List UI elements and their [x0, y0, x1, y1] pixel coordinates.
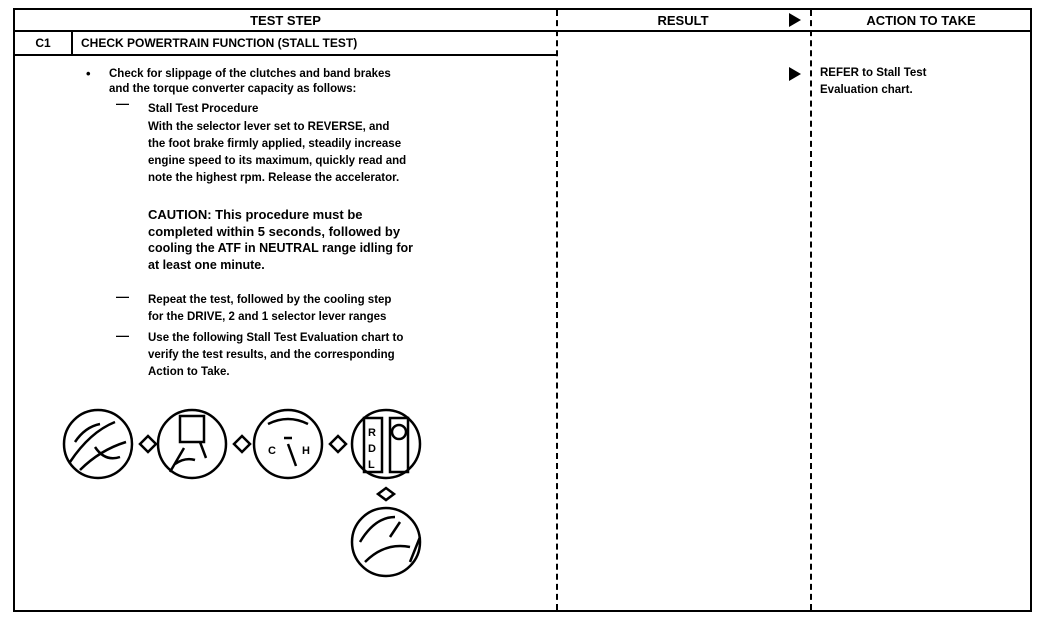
- step-id: C1: [15, 32, 73, 54]
- caution-line4: at least one minute.: [148, 258, 265, 272]
- procedure-line1: With the selector lever set to REVERSE, and: [148, 121, 390, 133]
- dash-icon: —: [116, 289, 129, 304]
- caution-line3: cooling the ATF in NEUTRAL range idling for: [148, 241, 414, 255]
- step-arrow-icon: [378, 488, 394, 500]
- brake-pedal-icon: [158, 410, 226, 478]
- header-test-step: TEST STEP: [15, 10, 556, 32]
- gauge-left-label: C: [268, 445, 276, 457]
- action-line2: Evaluation chart.: [820, 84, 913, 96]
- selector-d-label: D: [368, 443, 376, 455]
- column-divider-action: [810, 10, 812, 610]
- dash2-line1: Repeat the test, followed by the cooling step: [148, 294, 392, 306]
- procedure-line3: engine speed to its maximum, quickly read and: [148, 155, 407, 167]
- step-title: CHECK POWERTRAIN FUNCTION (STALL TEST): [81, 36, 358, 50]
- action-line1: REFER to Stall Test: [820, 67, 927, 79]
- action-arrow-icon: [789, 67, 801, 81]
- gauge-right-label: H: [302, 445, 310, 457]
- bullet-icon: •: [86, 66, 91, 81]
- step-arrow-icon: [140, 436, 156, 452]
- bullet1-line2: and the torque converter capacity as follows:: [109, 83, 357, 95]
- gauge-icon: [254, 410, 322, 478]
- procedure-line2: the foot brake firmly applied, steadily increase: [148, 138, 402, 150]
- selector-icon: [352, 410, 420, 478]
- column-divider-result: [556, 10, 558, 610]
- caution-line1: CAUTION: This procedure must be: [148, 207, 363, 222]
- dash2-line2: for the DRIVE, 2 and 1 selector lever ranges: [148, 311, 387, 323]
- step-row: [15, 32, 556, 56]
- step-arrow-icon: [234, 436, 250, 452]
- selector-r-label: R: [368, 427, 376, 439]
- procedure-line4: note the highest rpm. Release the accelerator.: [148, 172, 400, 184]
- dash3-line1: Use the following Stall Test Evaluation chart to: [148, 332, 404, 344]
- header-result: RESULT: [556, 10, 810, 32]
- hand-lever-icon: [64, 410, 132, 478]
- step-arrow-icon: [330, 436, 346, 452]
- dash-icon: —: [116, 96, 129, 111]
- dash3-line3: Action to Take.: [148, 366, 230, 378]
- selector-l-label: L: [368, 459, 375, 471]
- dash1-title: Stall Test Procedure: [148, 103, 259, 115]
- hand-accelerator-icon: [352, 508, 420, 576]
- caution-line2: completed within 5 seconds, followed by: [148, 224, 401, 239]
- header-action: ACTION TO TAKE: [810, 10, 1032, 32]
- stall-test-illustration: [60, 402, 440, 592]
- bullet1-line1: Check for slippage of the clutches and band brakes: [109, 68, 391, 80]
- header-arrow-icon: [789, 13, 801, 27]
- dash3-line2: verify the test results, and the corresponding: [148, 349, 395, 361]
- dash-icon: —: [116, 328, 129, 343]
